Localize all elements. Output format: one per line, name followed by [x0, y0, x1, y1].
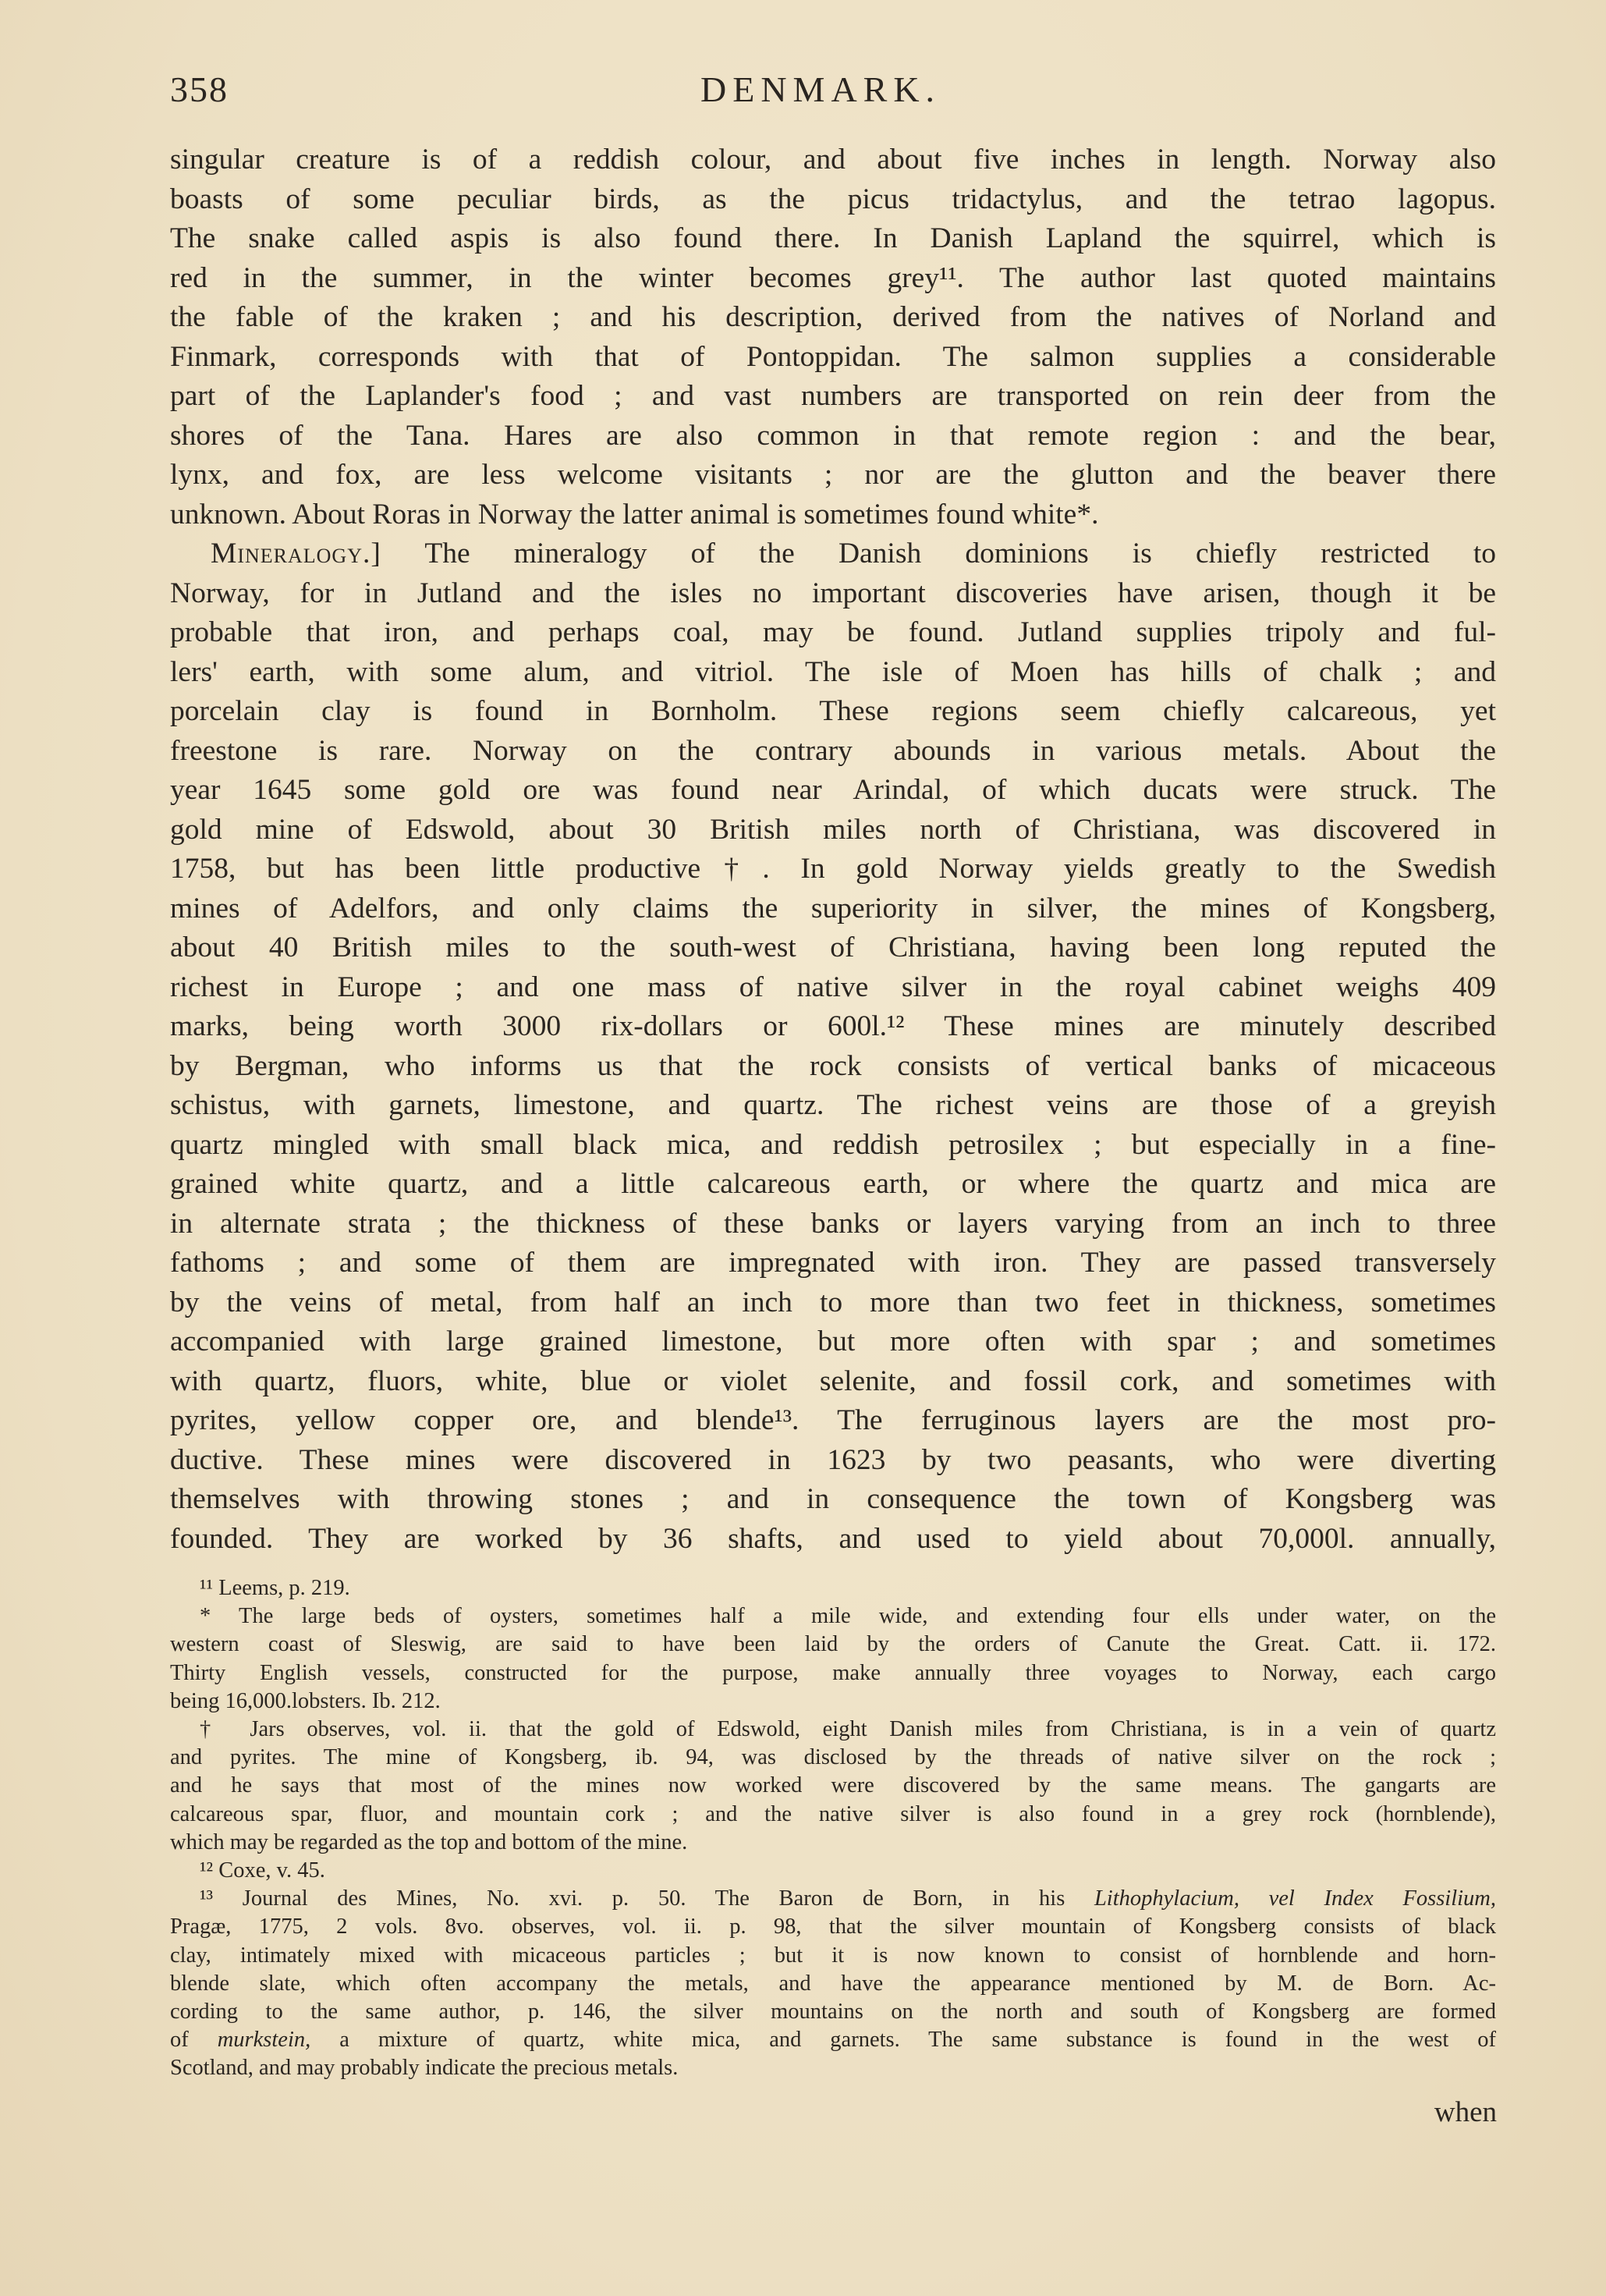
- footnote-line: [170, 1885, 1496, 1913]
- text-line: richest in Europe ; and one mass of native silver in the royal cabinet weighs 409: [170, 971, 1496, 1003]
- footnote-line: † Jars observes, vol. ii. that the gold of Edswold, eight Danish miles from Christiana, is in a vein of quartz: [200, 1717, 1496, 1742]
- footnote-line: calcareous spar, fluor, and mountain cork ; and the native silver is also found in a grey rock (hornblende),: [170, 1801, 1496, 1826]
- text-line: marks, being worth 3000 rix-dollars or 600l.¹² These mines are minutely described: [170, 1010, 1496, 1042]
- text-line: 1758, but has been little productive†. In gold Norway yields greatly to the Swedish: [170, 853, 1496, 885]
- text-line: singular creature is of a reddish colour, and about five inches in length. Norway also: [170, 144, 1496, 176]
- text-line: ductive. These mines were discovered in 1623 by two peasants, who were diverting: [170, 1443, 1496, 1476]
- footnote-line: Thirty English vessels, constructed for the purpose, make annually three voyages to Norway, each cargo: [170, 1660, 1496, 1685]
- main-text: [170, 140, 1496, 1559]
- text-line: about 40 British miles to the south-west of Christiana, having been long reputed the: [170, 932, 1496, 963]
- footnote-line: Pragæ, 1775, 2 vols. 8vo. observes, vol. ii. p. 98, that the silver mountain of Kongsberg consists of black: [170, 1915, 1496, 1939]
- text-line: part of the Laplander's food ; and vast numbers are transported on rein deer from the: [170, 380, 1496, 412]
- footnote-text: of: [170, 2028, 189, 2053]
- text-line: by Bergman, who informs us that the rock consists of vertical banks of micaceous: [170, 1049, 1496, 1082]
- text-line: porcelain clay is found in Bornholm. These regions seem chiefly calcareous, yet: [170, 695, 1496, 727]
- text-line: schistus, with garnets, limestone, and quartz. The richest veins are those of a greyish: [170, 1089, 1496, 1121]
- text-line: The snake called aspis is also found there. In Danish Lapland the squirrel, which is: [170, 222, 1496, 254]
- text-line: lynx, and fox, are less welcome visitants ; nor are the glutton and the beaver there: [170, 459, 1496, 491]
- text-line: Norway, for in Jutland and the isles no important discoveries have arisen, though it be: [170, 577, 1496, 609]
- footnote-italic-term: murkstein,: [217, 2028, 311, 2053]
- footnote-line: and pyrites. The mine of Kongsberg, ib. 94, was disclosed by the threads of native silver on the rock ;: [170, 1745, 1496, 1770]
- footnote-line: blende slate, which often accompany the metals, and have the appearance mentioned by M. de Born. Ac-: [170, 1971, 1496, 1996]
- page-header: [170, 69, 1496, 115]
- footnote-text: ¹³ Journal des Mines, No. xvi. p. 50. The Baron de Born, in his: [200, 1886, 1065, 1911]
- text-line: pyrites, yellow copper ore, and blende¹³. The ferruginous layers are the most pro-: [170, 1404, 1496, 1436]
- text-line: accompanied with large grained limestone, but more often with spar ; and sometimes: [170, 1325, 1496, 1357]
- text-line: freestone is rare. Norway on the contrary abounds in various metals. About the: [170, 734, 1496, 767]
- footnote-line: cording to the same author, p. 146, the silver mountains on the north and south of Kongsberg are formed: [170, 2000, 1496, 2025]
- catchword: when: [1434, 2096, 1497, 2128]
- footnotes: [170, 1574, 1496, 2083]
- footnote-line: * The large beds of oysters, sometimes half a mile wide, and extending four ells under water, on the: [200, 1604, 1496, 1629]
- text-line-rest: The mineralogy of the Danish dominions is chiefly restricted to: [424, 538, 1496, 570]
- text-line: gold mine of Edswold, about 30 British miles north of Christiana, was discovered in: [170, 813, 1496, 846]
- text-line: founded. They are worked by 36 shafts, and used to yield about 70,000l. annually,: [170, 1522, 1496, 1555]
- text-line: red in the summer, in the winter becomes grey¹¹. The author last quoted maintains: [170, 261, 1496, 294]
- text-line: fathoms ; and some of them are impregnated with iron. They are passed transversely: [170, 1247, 1496, 1279]
- text-line: mines of Adelfors, and only claims the superiority in silver, the mines of Kongsberg,: [170, 892, 1496, 924]
- text-line: shores of the Tana. Hares are also common in that remote region : and the bear,: [170, 419, 1496, 452]
- text-line: probable that iron, and perhaps coal, may be found. Jutland supplies tripoly and ful-: [170, 616, 1496, 648]
- text-line: Finmark, corresponds with that of Pontoppidan. The salmon supplies a considerable: [170, 340, 1496, 373]
- footnote-line: Scotland, and may probably indicate the precious metals.: [170, 2056, 679, 2081]
- footnote-line: [170, 2026, 1496, 2054]
- text-line: year 1645 some gold ore was found near Arindal, of which ducats were struck. The: [170, 774, 1496, 806]
- text-line: grained white quartz, and a little calcareous earth, or where the quartz and mica are: [170, 1168, 1496, 1200]
- side-heading: Mineralogy.]: [211, 538, 381, 570]
- text-line: lers' earth, with some alum, and vitriol. The isle of Moen has hills of chalk ; and: [170, 655, 1496, 688]
- footnote-line: which may be regarded as the top and bottom of the mine.: [170, 1829, 688, 1854]
- text-line: the fable of the kraken ; and his description, derived from the natives of Norland and: [170, 301, 1496, 333]
- page-number: 358: [170, 69, 229, 109]
- text-line: [170, 534, 1496, 574]
- text-line: with quartz, fluors, white, blue or violet selenite, and fossil cork, and sometimes with: [170, 1364, 1496, 1397]
- footnote-line: western coast of Sleswig, are said to have been laid by the orders of Canute the Great. Catt. ii. 172.: [170, 1632, 1496, 1657]
- footnote-line: ¹² Coxe, v. 45.: [200, 1858, 325, 1883]
- text-line: boasts of some peculiar birds, as the picus tridactylus, and the tetrao lagopus.: [170, 183, 1496, 215]
- footnote-line: ¹¹ Leems, p. 219.: [200, 1576, 350, 1600]
- text-line: in alternate strata ; the thickness of these banks or layers varying from an inch to three: [170, 1207, 1496, 1240]
- running-title: DENMARK.: [700, 69, 941, 109]
- footnote-italic-title: Lithophylacium, vel Index Fossilium,: [1094, 1886, 1496, 1911]
- text-line: by the veins of metal, from half an inch to more than two feet in thickness, sometimes: [170, 1286, 1496, 1318]
- footnote-line: clay, intimately mixed with micaceous particles ; but it is now known to consist of hornblende and horn-: [170, 1943, 1496, 1968]
- text-line: unknown. About Roras in Norway the latter animal is sometimes found white*.: [170, 498, 1099, 531]
- footnote-line: being 16,000.lobsters. Ib. 212.: [170, 1688, 441, 1713]
- footnote-line: and he says that most of the mines now worked were discovered by the same means. The gangarts are: [170, 1773, 1496, 1798]
- text-line: themselves with throwing stones ; and in consequence the town of Kongsberg was: [170, 1483, 1496, 1515]
- footnote-text: a mixture of quartz, white mica, and garnets. The same substance is found in the west of: [339, 2028, 1497, 2053]
- text-line: quartz mingled with small black mica, and reddish petrosilex ; but especially in a fine-: [170, 1128, 1496, 1161]
